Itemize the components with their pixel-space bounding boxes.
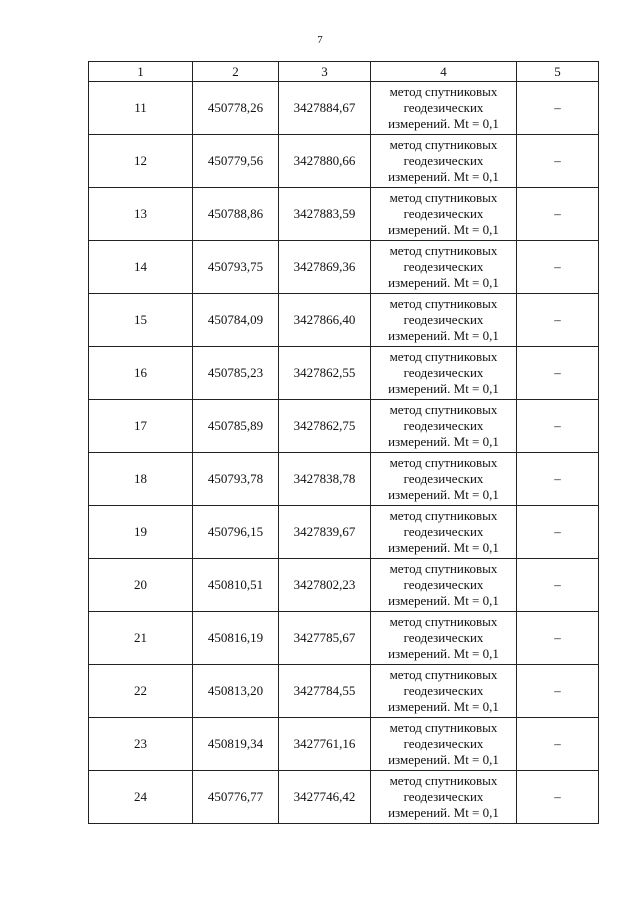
method-cell — [371, 771, 517, 824]
method-cell — [371, 241, 517, 294]
method-line: метод спутниковых — [389, 561, 498, 576]
description-cell: – — [517, 453, 599, 506]
table-row — [89, 559, 599, 612]
x-coordinate-cell: 450784,09 — [193, 294, 279, 347]
method-line: метод спутниковых — [389, 773, 498, 788]
method-cell — [371, 665, 517, 718]
y-coordinate-cell: 3427883,59 — [279, 188, 371, 241]
y-coordinate-cell: 3427784,55 — [279, 665, 371, 718]
y-coordinate-cell: 3427884,67 — [279, 82, 371, 135]
method-line: измерений. Mt = 0,1 — [388, 116, 499, 131]
point-number-cell: 19 — [89, 506, 193, 559]
table-row — [89, 771, 599, 824]
y-coordinate-cell: 3427838,78 — [279, 453, 371, 506]
point-number-cell: 24 — [89, 771, 193, 824]
method-line: метод спутниковых — [389, 137, 498, 152]
column-header-2: 2 — [193, 62, 279, 82]
y-coordinate-cell: 3427802,23 — [279, 559, 371, 612]
method-cell — [371, 718, 517, 771]
table-row — [89, 612, 599, 665]
point-number-cell: 12 — [89, 135, 193, 188]
point-number-cell: 14 — [89, 241, 193, 294]
method-line: метод спутниковых — [389, 667, 498, 682]
description-cell: – — [517, 241, 599, 294]
description-cell: – — [517, 559, 599, 612]
y-coordinate-cell: 3427869,36 — [279, 241, 371, 294]
method-cell — [371, 612, 517, 665]
x-coordinate-cell: 450796,15 — [193, 506, 279, 559]
x-coordinate-cell: 450813,20 — [193, 665, 279, 718]
method-line: геодезических — [403, 630, 484, 645]
method-line: измерений. Mt = 0,1 — [388, 805, 499, 820]
point-number-cell: 21 — [89, 612, 193, 665]
description-cell: – — [517, 771, 599, 824]
method-line: измерений. Mt = 0,1 — [388, 752, 499, 767]
y-coordinate-cell: 3427761,16 — [279, 718, 371, 771]
page-number: 7 — [317, 34, 323, 46]
description-cell: – — [517, 82, 599, 135]
column-header-4: 4 — [371, 62, 517, 82]
method-line: метод спутниковых — [389, 190, 498, 205]
description-cell: – — [517, 347, 599, 400]
method-line: геодезических — [403, 100, 484, 115]
description-cell: – — [517, 612, 599, 665]
x-coordinate-cell: 450778,26 — [193, 82, 279, 135]
method-line: геодезических — [403, 683, 484, 698]
method-line: измерений. Mt = 0,1 — [388, 434, 499, 449]
method-cell — [371, 400, 517, 453]
point-number-cell: 17 — [89, 400, 193, 453]
method-line: геодезических — [403, 736, 484, 751]
method-line: метод спутниковых — [389, 614, 498, 629]
description-cell: – — [517, 400, 599, 453]
x-coordinate-cell: 450776,77 — [193, 771, 279, 824]
method-line: геодезических — [403, 206, 484, 221]
x-coordinate-cell: 450788,86 — [193, 188, 279, 241]
method-line: измерений. Mt = 0,1 — [388, 699, 499, 714]
x-coordinate-cell: 450816,19 — [193, 612, 279, 665]
method-line: метод спутниковых — [389, 508, 498, 523]
method-line: метод спутниковых — [389, 84, 498, 99]
column-header-1: 1 — [89, 62, 193, 82]
table-row — [89, 718, 599, 771]
method-line: измерений. Mt = 0,1 — [388, 222, 499, 237]
point-number-cell: 23 — [89, 718, 193, 771]
point-number-cell: 11 — [89, 82, 193, 135]
method-cell — [371, 135, 517, 188]
description-cell: – — [517, 135, 599, 188]
method-line: геодезических — [403, 365, 484, 380]
y-coordinate-cell: 3427862,55 — [279, 347, 371, 400]
method-line: измерений. Mt = 0,1 — [388, 646, 499, 661]
point-number-cell: 22 — [89, 665, 193, 718]
point-number-cell: 16 — [89, 347, 193, 400]
x-coordinate-cell: 450779,56 — [193, 135, 279, 188]
y-coordinate-cell: 3427839,67 — [279, 506, 371, 559]
method-cell — [371, 453, 517, 506]
method-cell — [371, 506, 517, 559]
method-line: геодезических — [403, 312, 484, 327]
x-coordinate-cell: 450810,51 — [193, 559, 279, 612]
method-line: геодезических — [403, 259, 484, 274]
method-line: метод спутниковых — [389, 402, 498, 417]
coordinates-table — [88, 61, 599, 824]
x-coordinate-cell: 450793,75 — [193, 241, 279, 294]
column-header-5: 5 — [517, 62, 599, 82]
method-line: измерений. Mt = 0,1 — [388, 540, 499, 555]
table-row — [89, 294, 599, 347]
table-row — [89, 188, 599, 241]
table-row — [89, 241, 599, 294]
description-cell: – — [517, 294, 599, 347]
table-row — [89, 135, 599, 188]
method-line: измерений. Mt = 0,1 — [388, 169, 499, 184]
method-line: измерений. Mt = 0,1 — [388, 487, 499, 502]
point-number-cell: 15 — [89, 294, 193, 347]
method-cell — [371, 82, 517, 135]
table-row — [89, 400, 599, 453]
method-line: метод спутниковых — [389, 455, 498, 470]
table-row — [89, 82, 599, 135]
method-line: измерений. Mt = 0,1 — [388, 593, 499, 608]
column-header-3: 3 — [279, 62, 371, 82]
method-cell — [371, 294, 517, 347]
y-coordinate-cell: 3427746,42 — [279, 771, 371, 824]
x-coordinate-cell: 450785,23 — [193, 347, 279, 400]
table-row — [89, 506, 599, 559]
x-coordinate-cell: 450785,89 — [193, 400, 279, 453]
table-row — [89, 347, 599, 400]
method-cell — [371, 188, 517, 241]
y-coordinate-cell: 3427880,66 — [279, 135, 371, 188]
method-line: метод спутниковых — [389, 296, 498, 311]
method-line: метод спутниковых — [389, 243, 498, 258]
method-line: геодезических — [403, 153, 484, 168]
table-row — [89, 665, 599, 718]
description-cell: – — [517, 188, 599, 241]
description-cell: – — [517, 506, 599, 559]
description-cell: – — [517, 718, 599, 771]
y-coordinate-cell: 3427862,75 — [279, 400, 371, 453]
method-line: измерений. Mt = 0,1 — [388, 275, 499, 290]
method-line: геодезических — [403, 524, 484, 539]
x-coordinate-cell: 450819,34 — [193, 718, 279, 771]
point-number-cell: 18 — [89, 453, 193, 506]
y-coordinate-cell: 3427785,67 — [279, 612, 371, 665]
method-line: измерений. Mt = 0,1 — [388, 381, 499, 396]
method-line: геодезических — [403, 789, 484, 804]
method-line: метод спутниковых — [389, 349, 498, 364]
x-coordinate-cell: 450793,78 — [193, 453, 279, 506]
method-cell — [371, 559, 517, 612]
point-number-cell: 13 — [89, 188, 193, 241]
method-line: геодезических — [403, 577, 484, 592]
y-coordinate-cell: 3427866,40 — [279, 294, 371, 347]
method-line: геодезических — [403, 418, 484, 433]
method-line: измерений. Mt = 0,1 — [388, 328, 499, 343]
table-row — [89, 453, 599, 506]
method-line: геодезических — [403, 471, 484, 486]
point-number-cell: 20 — [89, 559, 193, 612]
description-cell: – — [517, 665, 599, 718]
method-cell — [371, 347, 517, 400]
table-header-row — [89, 62, 599, 82]
method-line: метод спутниковых — [389, 720, 498, 735]
